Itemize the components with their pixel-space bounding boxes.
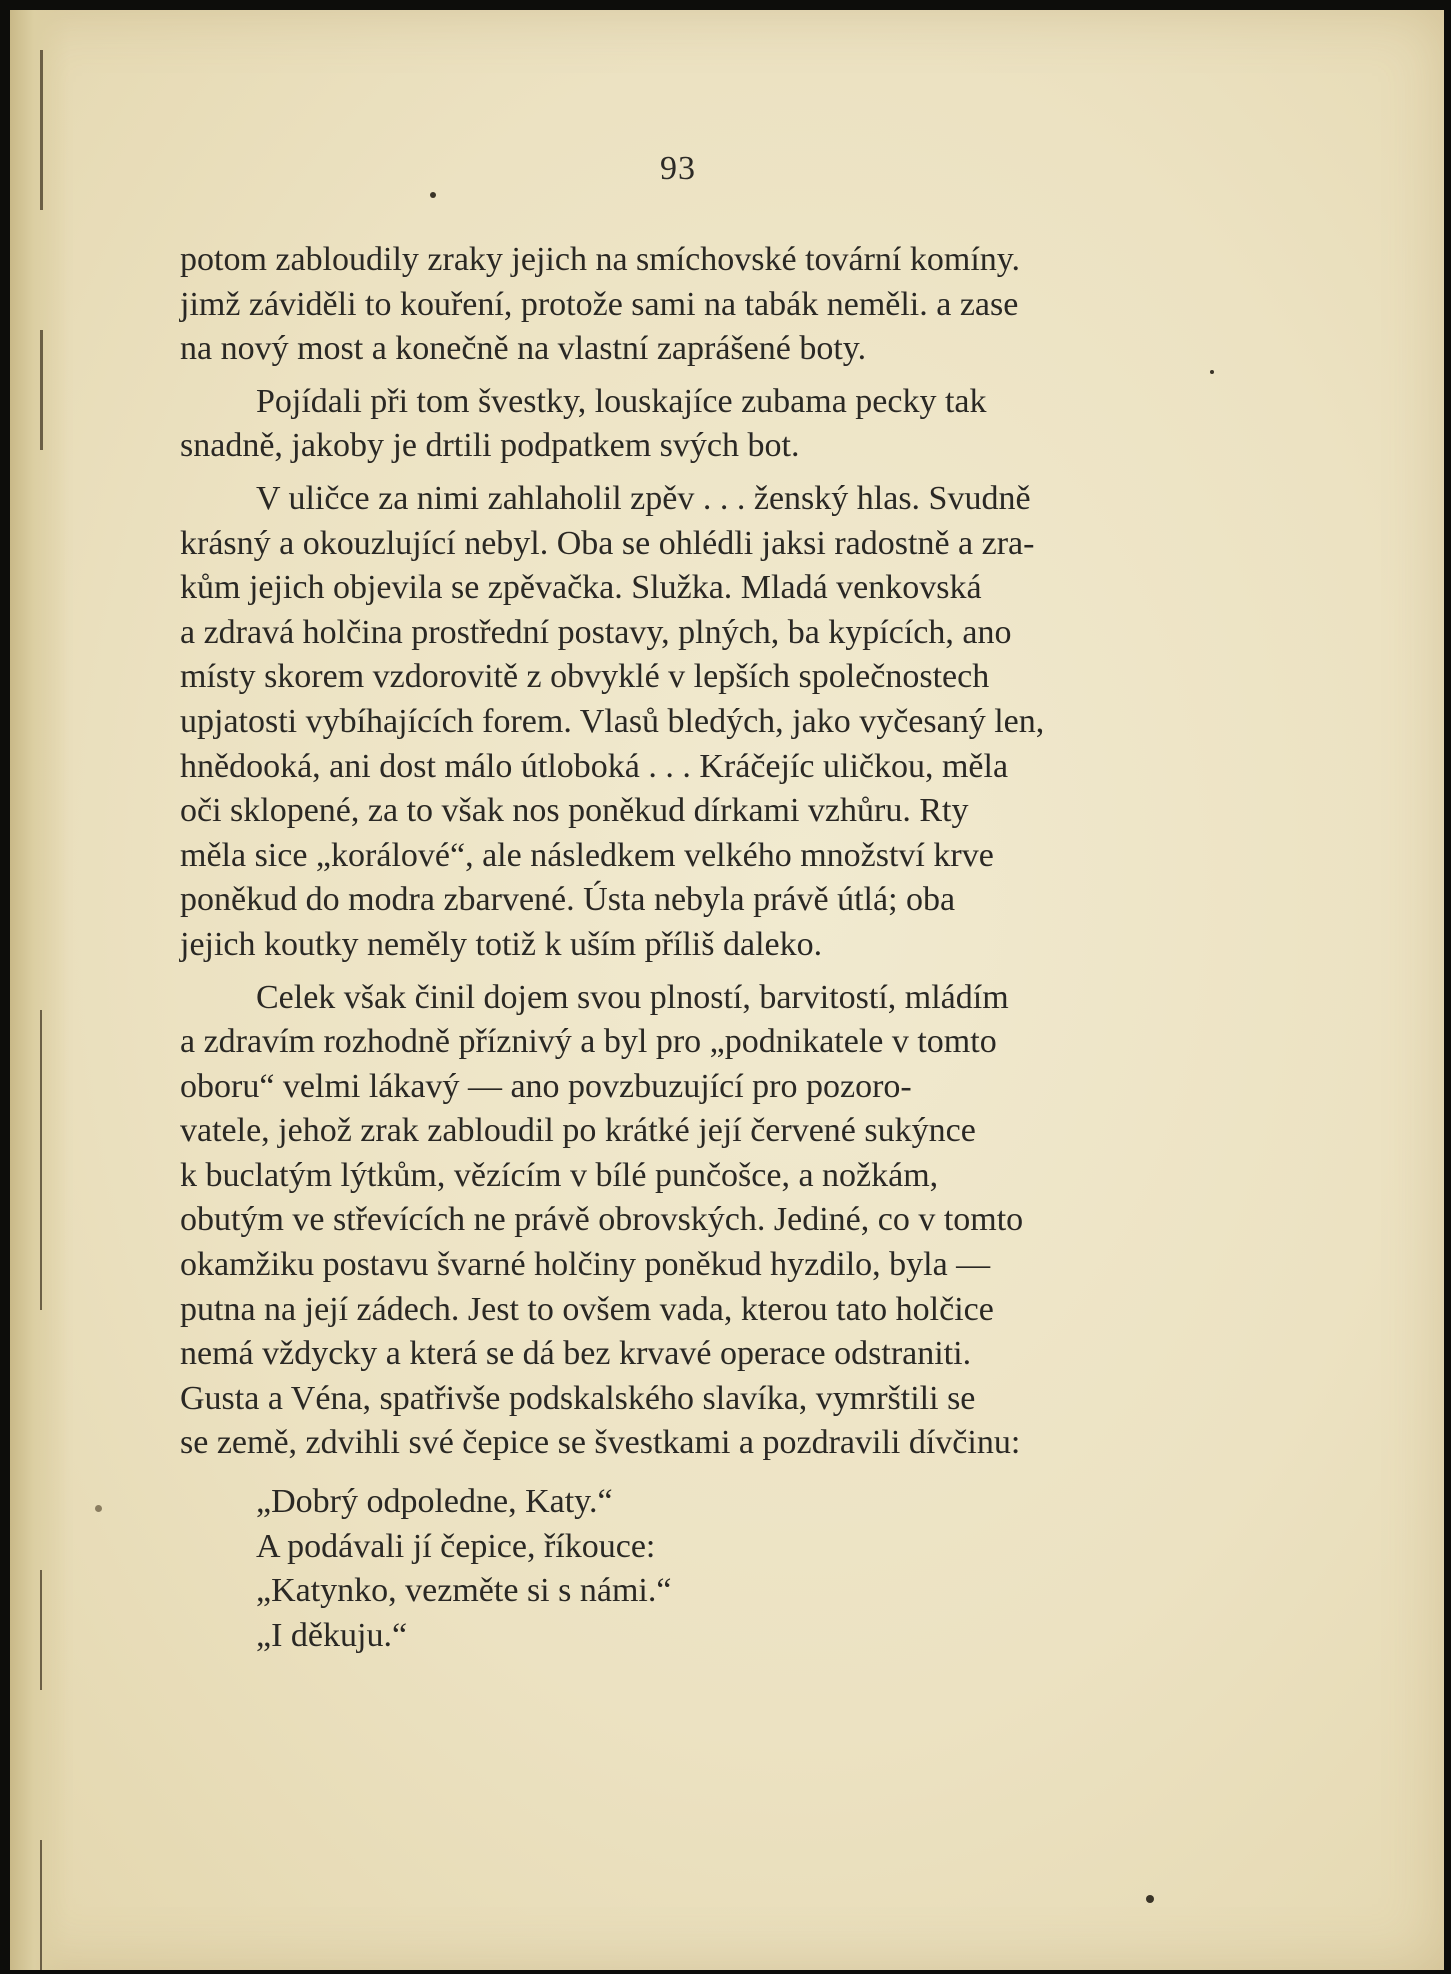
text-line: se země, zdvihli své čepice se švestkami a pozdravili dívčinu: bbox=[180, 1424, 1021, 1462]
text-line: Gusta a Véna, spatřivše podskalského slavíka, vymrštili se bbox=[180, 1379, 976, 1417]
gutter-mark bbox=[40, 1840, 42, 1970]
text-line: upjatosti vybíhajících forem. Vlasů bledých, jako vyčesaný len, bbox=[180, 702, 1045, 740]
book-page bbox=[10, 10, 1444, 1970]
text-line: měla sice „korálové“, ale následkem velkého množství krve bbox=[180, 836, 994, 874]
text-line: jimž záviděli to kouření, protože sami na tabák neměli. a zase bbox=[180, 285, 1019, 323]
ink-speck bbox=[1146, 1895, 1154, 1903]
text-line: k buclatým lýtkům, vězícím v bílé punčošce, a nožkám, bbox=[180, 1156, 939, 1194]
text-line: putna na její zádech. Jest to ovšem vada, kterou tato holčice bbox=[180, 1290, 994, 1328]
body-text bbox=[180, 238, 1210, 1658]
text-line: V uličce za nimi zahlaholil zpěv . . . ženský hlas. Svudně bbox=[256, 479, 1031, 517]
ink-speck bbox=[95, 1505, 102, 1512]
dialog-line: „Katynko, vezměte si s námi.“ bbox=[256, 1572, 672, 1610]
text-line: hnědooká, ani dost málo útloboká . . . Kráčejíc uličkou, měla bbox=[180, 747, 1009, 785]
text-line: vatele, jehož zrak zabloudil po krátké její červené sukýnce bbox=[180, 1112, 976, 1150]
paragraph bbox=[180, 477, 1210, 968]
dialog-block bbox=[180, 1480, 1210, 1658]
text-line: nemá vždycky a která se dá bez krvavé operace odstraniti. bbox=[180, 1335, 972, 1373]
text-line: oboru“ velmi lákavý — ano povzbuzující pro pozoro- bbox=[180, 1067, 912, 1105]
gutter-mark bbox=[40, 1570, 42, 1690]
ink-speck bbox=[430, 192, 436, 198]
text-line: obutým ve střevících ne právě obrovských. Jediné, co v tomto bbox=[180, 1201, 1024, 1239]
text-line: poněkud do modra zbarvené. Ústa nebyla právě útlá; oba bbox=[180, 881, 956, 919]
text-line: na nový most a konečně na vlastní zaprášené boty. bbox=[180, 330, 867, 368]
text-line: oči sklopené, za to však nos poněkud dírkami vzhůru. Rty bbox=[180, 792, 969, 830]
text-line: a zdravá holčina prostřední postavy, plných, ba kypících, ano bbox=[180, 613, 1012, 651]
text-line: kům jejich objevila se zpěvačka. Služka. Mladá venkovská bbox=[180, 569, 982, 607]
gutter-mark bbox=[40, 1010, 42, 1310]
text-line: Pojídali při tom švestky, louskajíce zubama pecky tak bbox=[256, 382, 987, 420]
text-line: a zdravím rozhodně příznivý a byl pro „podnikatele v tomto bbox=[180, 1023, 997, 1061]
text-line: místy skorem vzdorovitě z obvyklé v lepších společnostech bbox=[180, 658, 990, 696]
text-line: krásný a okouzlující nebyl. Oba se ohlédli jaksi radostně a zra- bbox=[180, 524, 1035, 562]
paragraph bbox=[180, 976, 1210, 1467]
text-line: Celek však činil dojem svou plností, barvitostí, mládím bbox=[256, 978, 1009, 1016]
dialog-line: „Dobrý odpoledne, Katy.“ bbox=[256, 1483, 613, 1521]
gutter-mark bbox=[40, 50, 43, 210]
text-line: potom zabloudily zraky jejich na smíchovské tovární komíny. bbox=[180, 241, 1021, 278]
text-line: okamžiku postavu švarné holčiny poněkud hyzdilo, byla — bbox=[180, 1246, 991, 1284]
text-line: snadně, jakoby je drtili podpatkem svých bot. bbox=[180, 427, 800, 465]
ink-speck bbox=[1210, 370, 1214, 374]
dialog-line: A podávali jí čepice, říkouce: bbox=[256, 1527, 656, 1565]
text-line: jejich koutky neměly totiž k uším příliš daleko. bbox=[180, 925, 823, 963]
dialog-line: „I děkuju.“ bbox=[256, 1616, 408, 1654]
paragraph bbox=[180, 238, 1210, 372]
page-number: 93 bbox=[660, 150, 696, 187]
gutter-mark bbox=[40, 330, 43, 450]
paragraph bbox=[180, 380, 1210, 469]
